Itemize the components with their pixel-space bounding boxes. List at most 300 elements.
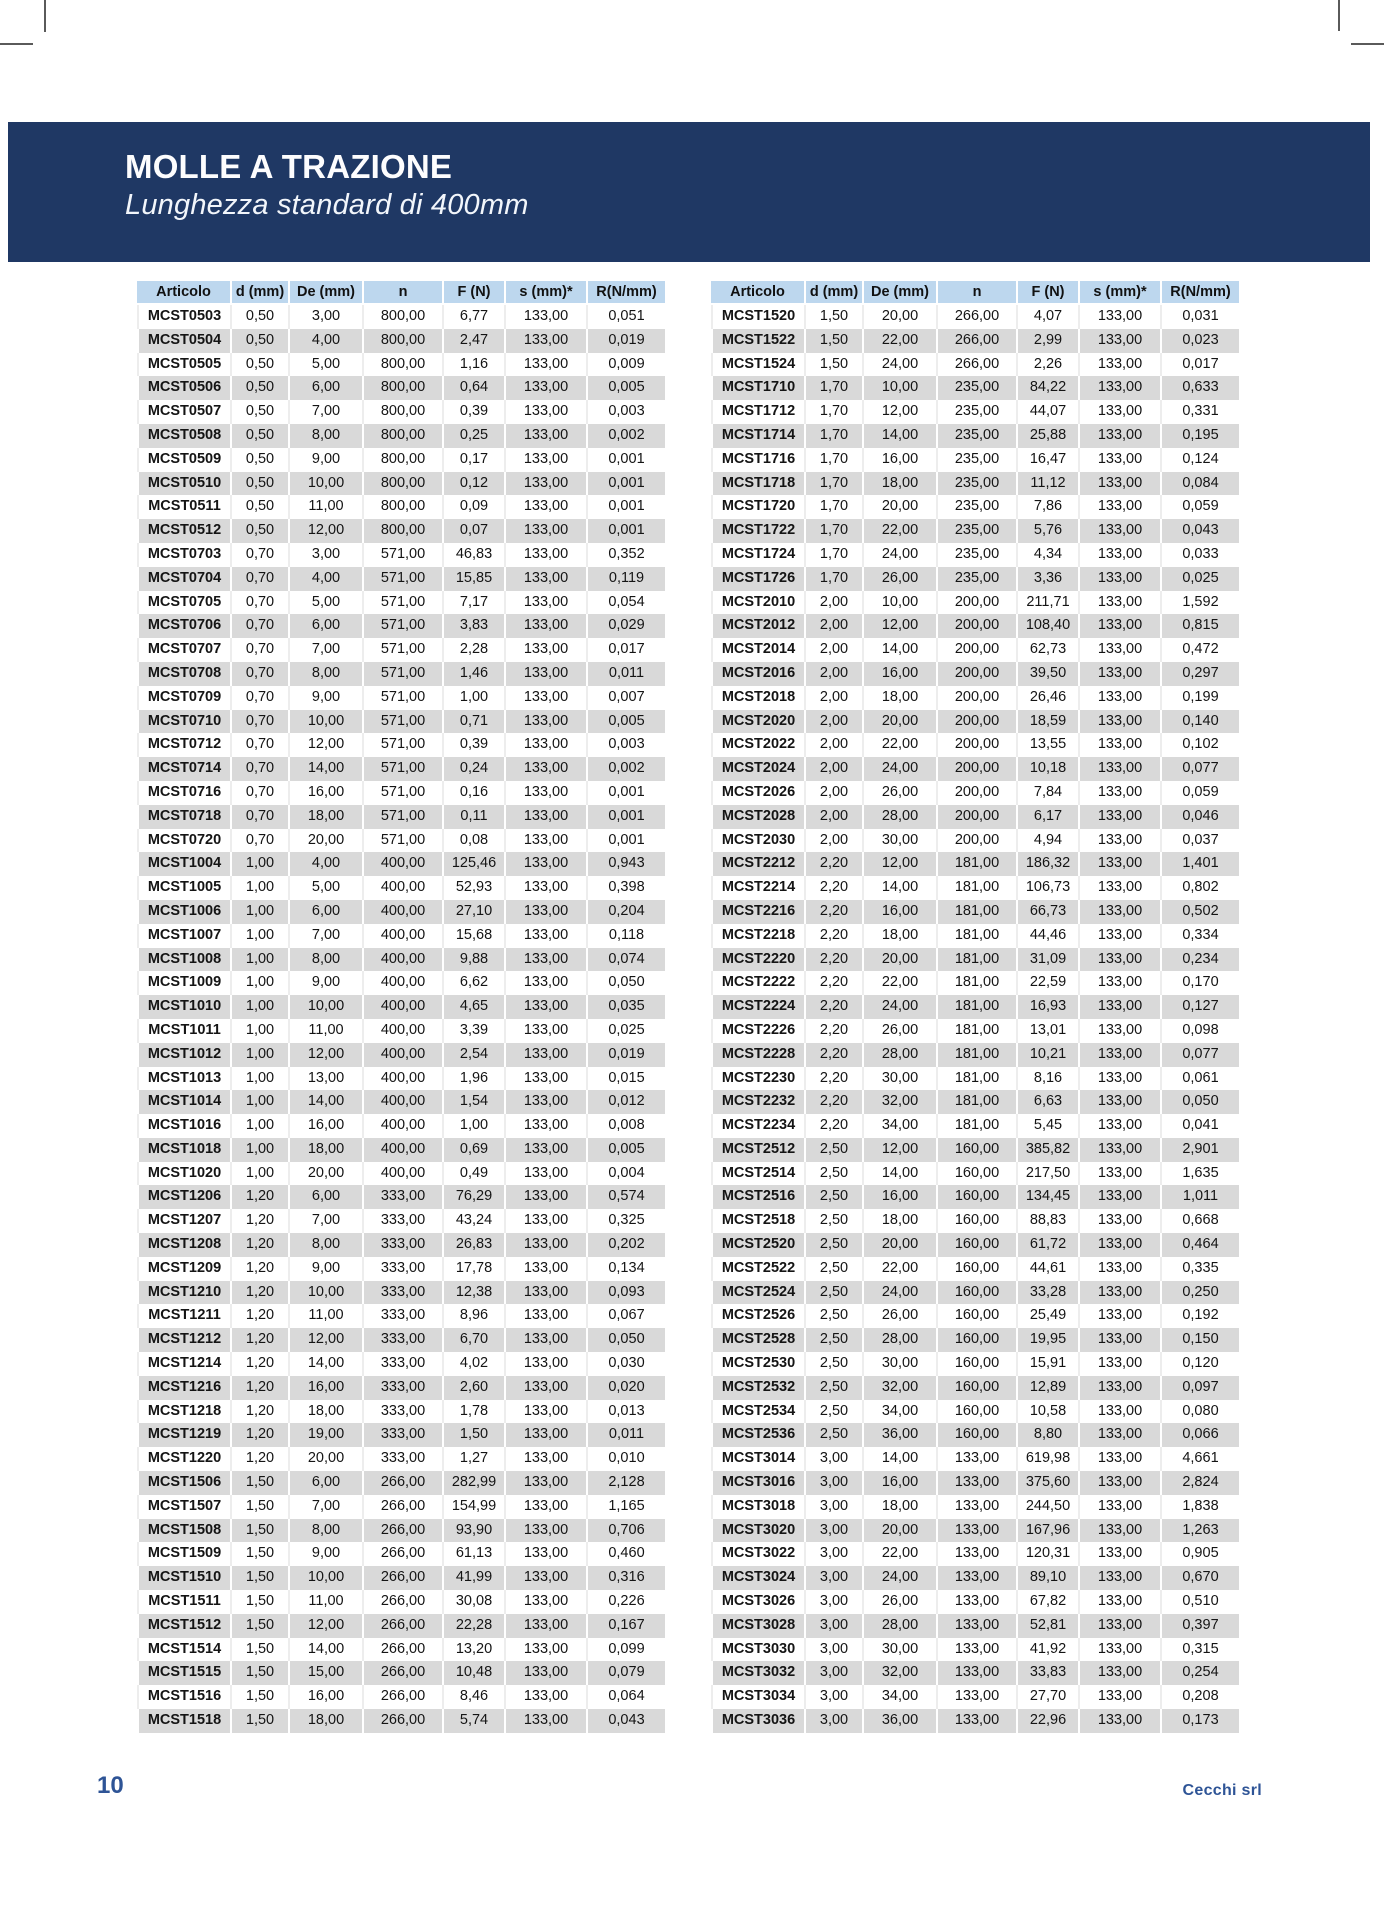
value-cell: 1,00: [230, 1067, 288, 1091]
article-code-cell: MCST1216: [137, 1376, 230, 1400]
table-row: [137, 1281, 665, 1305]
article-code-cell: MCST2018: [711, 686, 804, 710]
value-cell: 133,00: [1078, 1281, 1160, 1305]
value-cell: 32,00: [862, 1376, 936, 1400]
value-cell: 133,00: [504, 948, 586, 972]
value-cell: 0,39: [442, 733, 504, 757]
table-row: [711, 567, 1239, 591]
value-cell: 1,20: [230, 1209, 288, 1233]
table-row: [137, 1400, 665, 1424]
value-cell: 0,015: [586, 1067, 665, 1091]
table-row: [137, 1257, 665, 1281]
column-header: Articolo: [711, 281, 804, 305]
value-cell: 0,011: [586, 662, 665, 686]
value-cell: 36,00: [862, 1709, 936, 1733]
value-cell: 0,234: [1160, 948, 1239, 972]
article-code-cell: MCST2012: [711, 614, 804, 638]
value-cell: 4,00: [288, 329, 362, 353]
table-header: [711, 281, 1239, 305]
article-code-cell: MCST1006: [137, 900, 230, 924]
article-code-cell: MCST1524: [711, 353, 804, 377]
article-code-cell: MCST3016: [711, 1471, 804, 1495]
value-cell: 2,50: [804, 1304, 862, 1328]
value-cell: 0,031: [1160, 305, 1239, 329]
value-cell: 108,40: [1016, 614, 1078, 638]
value-cell: 9,00: [288, 971, 362, 995]
value-cell: 12,00: [288, 733, 362, 757]
value-cell: 22,96: [1016, 1709, 1078, 1733]
value-cell: 235,00: [936, 519, 1016, 543]
value-cell: 0,50: [230, 376, 288, 400]
article-code-cell: MCST1211: [137, 1304, 230, 1328]
value-cell: 2,50: [804, 1352, 862, 1376]
value-cell: 28,00: [862, 1614, 936, 1638]
table-row: [711, 1067, 1239, 1091]
value-cell: 33,28: [1016, 1281, 1078, 1305]
value-cell: 133,00: [1078, 495, 1160, 519]
column-header: s (mm)*: [1078, 281, 1160, 305]
value-cell: 0,70: [230, 591, 288, 615]
value-cell: 120,31: [1016, 1542, 1078, 1566]
value-cell: 1,20: [230, 1400, 288, 1424]
value-cell: 16,00: [862, 448, 936, 472]
value-cell: 3,00: [804, 1638, 862, 1662]
value-cell: 400,00: [362, 876, 442, 900]
table-row: [137, 900, 665, 924]
column-header: Articolo: [137, 281, 230, 305]
value-cell: 1,20: [230, 1376, 288, 1400]
value-cell: 0,397: [1160, 1614, 1239, 1638]
value-cell: 133,00: [1078, 519, 1160, 543]
value-cell: 0,066: [1160, 1423, 1239, 1447]
value-cell: 5,45: [1016, 1114, 1078, 1138]
value-cell: 0,254: [1160, 1661, 1239, 1685]
article-code-cell: MCST3036: [711, 1709, 804, 1733]
value-cell: 20,00: [862, 710, 936, 734]
value-cell: 1,00: [230, 1090, 288, 1114]
value-cell: 1,592: [1160, 591, 1239, 615]
value-cell: 1,20: [230, 1328, 288, 1352]
value-cell: 20,00: [862, 1233, 936, 1257]
article-code-cell: MCST2532: [711, 1376, 804, 1400]
value-cell: 266,00: [936, 329, 1016, 353]
value-cell: 10,58: [1016, 1400, 1078, 1424]
value-cell: 571,00: [362, 567, 442, 591]
value-cell: 31,09: [1016, 948, 1078, 972]
value-cell: 133,00: [1078, 924, 1160, 948]
value-cell: 0,50: [230, 519, 288, 543]
value-cell: 235,00: [936, 376, 1016, 400]
value-cell: 25,88: [1016, 424, 1078, 448]
article-code-cell: MCST2030: [711, 829, 804, 853]
value-cell: 200,00: [936, 733, 1016, 757]
page-subtitle: Lunghezza standard di 400mm: [125, 189, 529, 221]
article-code-cell: MCST1210: [137, 1281, 230, 1305]
column-header: s (mm)*: [504, 281, 586, 305]
value-cell: 0,001: [586, 519, 665, 543]
article-code-cell: MCST3034: [711, 1685, 804, 1709]
value-cell: 619,98: [1016, 1447, 1078, 1471]
value-cell: 7,17: [442, 591, 504, 615]
value-cell: 46,83: [442, 543, 504, 567]
value-cell: 3,00: [804, 1495, 862, 1519]
value-cell: 1,00: [230, 948, 288, 972]
value-cell: 8,16: [1016, 1067, 1078, 1091]
value-cell: 133,00: [1078, 1090, 1160, 1114]
value-cell: 0,050: [1160, 1090, 1239, 1114]
value-cell: 9,00: [288, 448, 362, 472]
value-cell: 1,96: [442, 1067, 504, 1091]
value-cell: 133,00: [504, 733, 586, 757]
value-cell: 2,50: [804, 1209, 862, 1233]
table-row: [711, 305, 1239, 329]
value-cell: 1,165: [586, 1495, 665, 1519]
value-cell: 16,00: [862, 900, 936, 924]
value-cell: 133,00: [504, 1281, 586, 1305]
article-code-cell: MCST1011: [137, 1019, 230, 1043]
value-cell: 133,00: [1078, 686, 1160, 710]
value-cell: 133,00: [936, 1519, 1016, 1543]
table-row: [137, 1495, 665, 1519]
value-cell: 235,00: [936, 400, 1016, 424]
value-cell: 66,73: [1016, 900, 1078, 924]
value-cell: 200,00: [936, 757, 1016, 781]
table-row: [137, 924, 665, 948]
value-cell: 11,00: [288, 1304, 362, 1328]
value-cell: 12,00: [862, 1138, 936, 1162]
value-cell: 2,20: [804, 924, 862, 948]
value-cell: 0,70: [230, 662, 288, 686]
value-cell: 0,124: [1160, 448, 1239, 472]
value-cell: 10,21: [1016, 1043, 1078, 1067]
table-row: [711, 1685, 1239, 1709]
value-cell: 0,118: [586, 924, 665, 948]
value-cell: 12,00: [288, 1043, 362, 1067]
value-cell: 26,00: [862, 781, 936, 805]
value-cell: 0,041: [1160, 1114, 1239, 1138]
value-cell: 133,00: [936, 1471, 1016, 1495]
value-cell: 333,00: [362, 1400, 442, 1424]
value-cell: 0,70: [230, 781, 288, 805]
value-cell: 3,00: [804, 1590, 862, 1614]
value-cell: 133,00: [1078, 1590, 1160, 1614]
article-code-cell: MCST0716: [137, 781, 230, 805]
value-cell: 8,46: [442, 1685, 504, 1709]
value-cell: 0,002: [586, 424, 665, 448]
value-cell: 13,00: [288, 1067, 362, 1091]
value-cell: 5,74: [442, 1709, 504, 1733]
value-cell: 0,574: [586, 1185, 665, 1209]
value-cell: 133,00: [1078, 852, 1160, 876]
value-cell: 181,00: [936, 1090, 1016, 1114]
page-number: 10: [97, 1772, 124, 1799]
value-cell: 133,00: [936, 1495, 1016, 1519]
value-cell: 0,127: [1160, 995, 1239, 1019]
table-row: [137, 1233, 665, 1257]
value-cell: 2,60: [442, 1376, 504, 1400]
value-cell: 0,003: [586, 400, 665, 424]
value-cell: 333,00: [362, 1423, 442, 1447]
value-cell: 0,120: [1160, 1352, 1239, 1376]
value-cell: 0,001: [586, 472, 665, 496]
value-cell: 133,00: [504, 876, 586, 900]
table-row: [137, 1661, 665, 1685]
value-cell: 400,00: [362, 1162, 442, 1186]
value-cell: 0,70: [230, 757, 288, 781]
value-cell: 0,49: [442, 1162, 504, 1186]
value-cell: 33,83: [1016, 1661, 1078, 1685]
value-cell: 133,00: [1078, 971, 1160, 995]
value-cell: 133,00: [504, 1352, 586, 1376]
table-row: [711, 733, 1239, 757]
value-cell: 0,398: [586, 876, 665, 900]
value-cell: 133,00: [1078, 329, 1160, 353]
value-cell: 1,838: [1160, 1495, 1239, 1519]
article-code-cell: MCST0504: [137, 329, 230, 353]
value-cell: 133,00: [1078, 543, 1160, 567]
table-row: [711, 852, 1239, 876]
value-cell: 0,012: [586, 1090, 665, 1114]
article-code-cell: MCST1518: [137, 1709, 230, 1733]
value-cell: 1,00: [442, 686, 504, 710]
value-cell: 1,54: [442, 1090, 504, 1114]
value-cell: 0,004: [586, 1162, 665, 1186]
value-cell: 1,50: [804, 329, 862, 353]
table-row: [711, 1019, 1239, 1043]
value-cell: 133,00: [1078, 829, 1160, 853]
value-cell: 133,00: [1078, 376, 1160, 400]
value-cell: 0,084: [1160, 472, 1239, 496]
value-cell: 571,00: [362, 733, 442, 757]
table-row: [137, 948, 665, 972]
article-code-cell: MCST1722: [711, 519, 804, 543]
table-row: [137, 1090, 665, 1114]
value-cell: 133,00: [504, 1067, 586, 1091]
article-code-cell: MCST0507: [137, 400, 230, 424]
value-cell: 571,00: [362, 781, 442, 805]
column-header: d (mm): [804, 281, 862, 305]
value-cell: 0,70: [230, 614, 288, 638]
value-cell: 0,003: [586, 733, 665, 757]
value-cell: 30,00: [862, 1067, 936, 1091]
value-cell: 400,00: [362, 900, 442, 924]
value-cell: 160,00: [936, 1185, 1016, 1209]
value-cell: 2,20: [804, 1043, 862, 1067]
article-code-cell: MCST3026: [711, 1590, 804, 1614]
table-row: [137, 781, 665, 805]
value-cell: 16,00: [288, 1114, 362, 1138]
value-cell: 20,00: [862, 305, 936, 329]
value-cell: 2,00: [804, 591, 862, 615]
value-cell: 0,059: [1160, 781, 1239, 805]
value-cell: 266,00: [362, 1495, 442, 1519]
value-cell: 2,20: [804, 948, 862, 972]
value-cell: 14,00: [862, 876, 936, 900]
column-header: F (N): [442, 281, 504, 305]
article-code-cell: MCST1212: [137, 1328, 230, 1352]
value-cell: 0,331: [1160, 400, 1239, 424]
value-cell: 235,00: [936, 472, 1016, 496]
value-cell: 1,011: [1160, 1185, 1239, 1209]
value-cell: 6,62: [442, 971, 504, 995]
value-cell: 2,28: [442, 638, 504, 662]
article-code-cell: MCST1005: [137, 876, 230, 900]
value-cell: 10,48: [442, 1661, 504, 1685]
article-code-cell: MCST1726: [711, 567, 804, 591]
value-cell: 1,00: [230, 995, 288, 1019]
value-cell: 133,00: [936, 1709, 1016, 1733]
value-cell: 181,00: [936, 876, 1016, 900]
value-cell: 30,00: [862, 1638, 936, 1662]
article-code-cell: MCST2016: [711, 662, 804, 686]
value-cell: 133,00: [1078, 1257, 1160, 1281]
value-cell: 2,50: [804, 1138, 862, 1162]
article-code-cell: MCST2022: [711, 733, 804, 757]
value-cell: 0,50: [230, 400, 288, 424]
value-cell: 1,78: [442, 1400, 504, 1424]
value-cell: 6,63: [1016, 1090, 1078, 1114]
value-cell: 1,00: [230, 1162, 288, 1186]
value-cell: 133,00: [1078, 614, 1160, 638]
value-cell: 133,00: [1078, 400, 1160, 424]
value-cell: 0,064: [586, 1685, 665, 1709]
value-cell: 2,00: [804, 733, 862, 757]
table-row: [137, 543, 665, 567]
value-cell: 133,00: [936, 1542, 1016, 1566]
value-cell: 8,96: [442, 1304, 504, 1328]
value-cell: 0,50: [230, 353, 288, 377]
article-code-cell: MCST3024: [711, 1566, 804, 1590]
value-cell: 0,905: [1160, 1542, 1239, 1566]
table-row: [137, 876, 665, 900]
value-cell: 133,00: [504, 757, 586, 781]
table-row: [137, 353, 665, 377]
value-cell: 133,00: [504, 495, 586, 519]
article-code-cell: MCST3032: [711, 1661, 804, 1685]
value-cell: 3,00: [288, 305, 362, 329]
value-cell: 0,71: [442, 710, 504, 734]
value-cell: 181,00: [936, 1043, 1016, 1067]
value-cell: 0,297: [1160, 662, 1239, 686]
value-cell: 571,00: [362, 614, 442, 638]
article-code-cell: MCST0709: [137, 686, 230, 710]
value-cell: 800,00: [362, 400, 442, 424]
value-cell: 133,00: [504, 781, 586, 805]
value-cell: 133,00: [1078, 1328, 1160, 1352]
value-cell: 5,00: [288, 591, 362, 615]
value-cell: 266,00: [362, 1590, 442, 1614]
value-cell: 28,00: [862, 1328, 936, 1352]
value-cell: 0,50: [230, 424, 288, 448]
value-cell: 0,074: [586, 948, 665, 972]
table-row: [711, 1542, 1239, 1566]
value-cell: 244,50: [1016, 1495, 1078, 1519]
value-cell: 1,401: [1160, 852, 1239, 876]
value-cell: 133,00: [504, 1233, 586, 1257]
value-cell: 8,00: [288, 948, 362, 972]
value-cell: 14,00: [862, 424, 936, 448]
value-cell: 3,00: [804, 1709, 862, 1733]
value-cell: 0,019: [586, 1043, 665, 1067]
value-cell: 0,25: [442, 424, 504, 448]
value-cell: 0,472: [1160, 638, 1239, 662]
value-cell: 200,00: [936, 614, 1016, 638]
table-row: [137, 662, 665, 686]
value-cell: 133,00: [504, 1328, 586, 1352]
value-cell: 133,00: [1078, 781, 1160, 805]
value-cell: 10,00: [288, 710, 362, 734]
article-code-cell: MCST1716: [711, 448, 804, 472]
table-row: [711, 1638, 1239, 1662]
value-cell: 20,00: [288, 1162, 362, 1186]
value-cell: 17,78: [442, 1257, 504, 1281]
article-code-cell: MCST1512: [137, 1614, 230, 1638]
value-cell: 1,00: [230, 876, 288, 900]
value-cell: 4,94: [1016, 829, 1078, 853]
article-code-cell: MCST0712: [137, 733, 230, 757]
table-row: [137, 1709, 665, 1733]
value-cell: 7,00: [288, 638, 362, 662]
value-cell: 0,035: [586, 995, 665, 1019]
value-cell: 1,70: [804, 567, 862, 591]
value-cell: 11,00: [288, 1590, 362, 1614]
article-code-cell: MCST1009: [137, 971, 230, 995]
table-row: [711, 638, 1239, 662]
article-code-cell: MCST2212: [711, 852, 804, 876]
crop-mark-top-right-horizontal: [1351, 43, 1384, 45]
table-row: [711, 1257, 1239, 1281]
article-code-cell: MCST2222: [711, 971, 804, 995]
value-cell: 20,00: [288, 1447, 362, 1471]
value-cell: 0,64: [442, 376, 504, 400]
value-cell: 133,00: [504, 1043, 586, 1067]
value-cell: 2,54: [442, 1043, 504, 1067]
value-cell: 0,059: [1160, 495, 1239, 519]
value-cell: 133,00: [504, 1209, 586, 1233]
value-cell: 266,00: [362, 1614, 442, 1638]
table-row: [711, 472, 1239, 496]
value-cell: 160,00: [936, 1304, 1016, 1328]
value-cell: 3,00: [804, 1519, 862, 1543]
value-cell: 41,92: [1016, 1638, 1078, 1662]
value-cell: 571,00: [362, 638, 442, 662]
value-cell: 200,00: [936, 662, 1016, 686]
table-row: [137, 591, 665, 615]
value-cell: 133,00: [1078, 1542, 1160, 1566]
value-cell: 0,50: [230, 495, 288, 519]
article-code-cell: MCST1720: [711, 495, 804, 519]
value-cell: 26,00: [862, 1590, 936, 1614]
article-code-cell: MCST2524: [711, 1281, 804, 1305]
article-code-cell: MCST2216: [711, 900, 804, 924]
value-cell: 800,00: [362, 472, 442, 496]
crop-mark-top-left-vertical: [44, 0, 46, 32]
value-cell: 0,093: [586, 1281, 665, 1305]
value-cell: 160,00: [936, 1376, 1016, 1400]
value-cell: 0,077: [1160, 757, 1239, 781]
value-cell: 1,00: [230, 1043, 288, 1067]
value-cell: 133,00: [504, 924, 586, 948]
table-row: [137, 1376, 665, 1400]
column-header: De (mm): [862, 281, 936, 305]
value-cell: 133,00: [504, 329, 586, 353]
value-cell: 67,82: [1016, 1590, 1078, 1614]
table-row: [711, 924, 1239, 948]
value-cell: 133,00: [1078, 995, 1160, 1019]
value-cell: 333,00: [362, 1376, 442, 1400]
value-cell: 1,50: [804, 305, 862, 329]
value-cell: 133,00: [1078, 1447, 1160, 1471]
